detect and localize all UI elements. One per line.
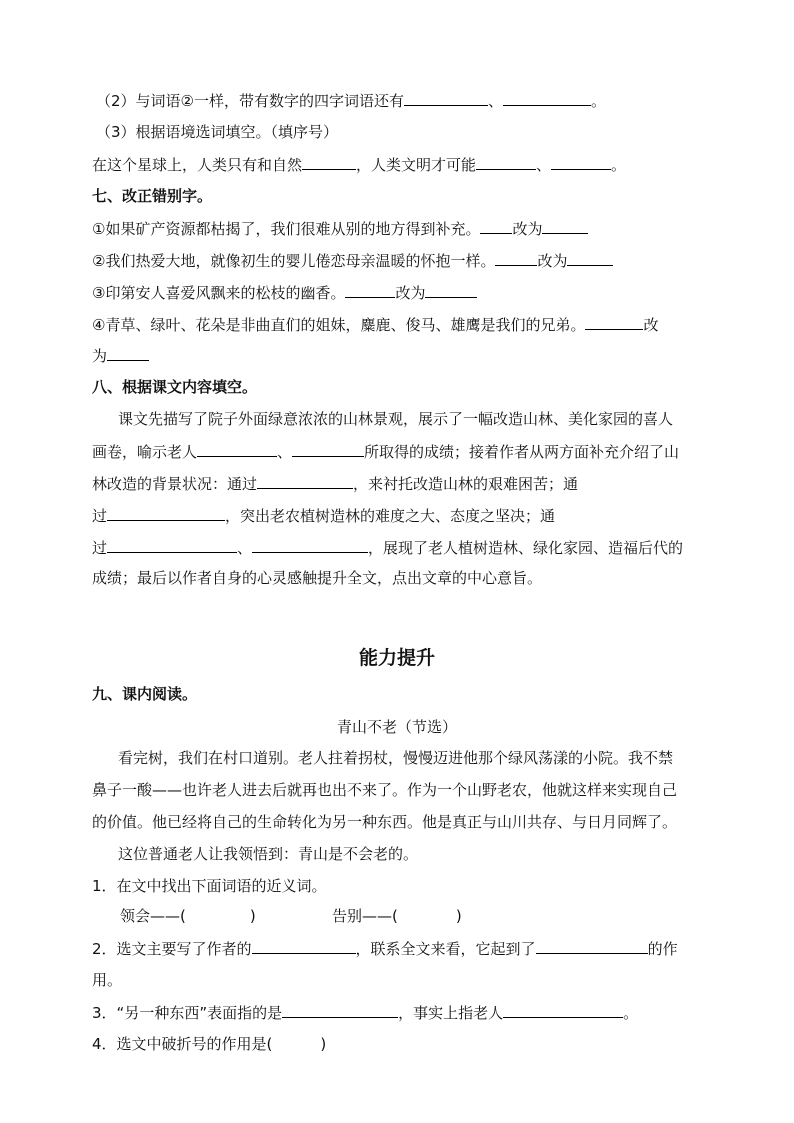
synonym-item-1: 领会——( ) xyxy=(120,907,256,925)
q9-sub-4: 4．选文中破折号的作用是( ) xyxy=(92,1035,327,1053)
q8-line-2: 画卷，喻示老人 、 所取得的成绩；接着作者从两方面补充介绍了山 xyxy=(92,443,680,461)
answer-blank[interactable] xyxy=(425,282,477,298)
q6-item2: （2）与词语②一样，带有数字的四字词语还有 、 。 xyxy=(96,92,607,110)
q9-heading: 九、课内阅读。 xyxy=(92,685,198,703)
answer-blank[interactable] xyxy=(542,218,588,234)
answer-blank[interactable] xyxy=(107,505,225,521)
q8-line-4: 过 ，突出老农植树造林的难度之大、态度之坚决；通 xyxy=(92,507,556,525)
q7-item-1: ①如果矿产资源都枯揭了，我们很难从别的地方得到补充。 改为 xyxy=(92,218,588,239)
q7-item-4: ④青草、绿叶、花朵是非曲直们的姐妹，麋鹿、俊马、雄鹰是我们的兄弟。 改 xyxy=(92,316,659,334)
q7-heading: 七、改正错别字。 xyxy=(92,187,213,205)
q6-item3: （3）根据语境选词填空。（填序号） xyxy=(96,123,339,141)
answer-blank[interactable] xyxy=(282,1002,398,1018)
q8-line-1: 课文先描写了院子外面绿意浓浓的山林景观，展示了一幅改造山林、美化家园的喜人 xyxy=(118,410,674,428)
passage-line-1: 看完树，我们在村口道别。老人拄着拐杖，慢慢迈进他那个绿风荡漾的小院。我不禁 xyxy=(118,749,674,767)
q9-sub-3: 3．“另一种东西”表面指的是 ，事实上指老人 。 xyxy=(92,1004,639,1022)
q7-item-2: ②我们热爱大地，就像初生的婴儿倦恋母亲温暖的怀抱一样。 改为 xyxy=(92,250,613,271)
passage-title: 青山不老（节选） xyxy=(336,718,457,736)
q8-line-6: 成绩；最后以作者自身的心灵感触提升全文，点出文章的中心意旨。 xyxy=(92,569,543,587)
q9-sub-2: 2．选文主要写了作者的 ，联系全文来看，它起到了 的作 xyxy=(92,940,678,958)
q7-item-3: ③印第安人喜爱风飘来的松枝的幽香。 改为 xyxy=(92,282,477,303)
q8-line-5: 过 、 ，展现了老人植树造林、绿化家园、造福后代的 xyxy=(92,539,684,557)
answer-blank[interactable] xyxy=(107,537,237,553)
answer-blank[interactable] xyxy=(292,441,364,457)
answer-blank[interactable] xyxy=(252,938,356,954)
answer-blank[interactable] xyxy=(567,250,613,266)
q8-line-3: 林改造的背景状况：通过 ，来衬托改造山林的艰难困苦；通 xyxy=(92,475,579,493)
synonym-item-2: 告别——( ) xyxy=(332,907,462,925)
answer-blank[interactable] xyxy=(503,90,591,106)
answer-blank[interactable] xyxy=(302,154,356,170)
answer-blank[interactable] xyxy=(476,154,536,170)
passage-line-4: 这位普通老人让我领悟到：青山是不会老的。 xyxy=(118,845,419,863)
answer-blank[interactable] xyxy=(107,345,149,361)
answer-blank[interactable] xyxy=(345,282,395,298)
answer-blank[interactable] xyxy=(252,537,368,553)
answer-blank[interactable] xyxy=(503,1002,623,1018)
answer-blank[interactable] xyxy=(257,473,353,489)
passage-line-3: 的价值。他已经将自己的生命转化为另一种东西。他是真正与山川共存、与日月同辉了。 xyxy=(92,813,678,831)
answer-blank[interactable] xyxy=(585,314,643,330)
q6-fill-sentence: 在这个星球上，人类只有和自然 ，人类文明才可能 、 。 xyxy=(92,156,627,174)
answer-blank[interactable] xyxy=(536,938,648,954)
q6-item2-prefix: （2）与词语②一样，带有数字的四字词语还有 xyxy=(96,92,404,110)
q9-sub-1: 1．在文中找出下面词语的近义词。 xyxy=(92,877,327,895)
section-title: 能力提升 xyxy=(358,647,435,669)
answer-blank[interactable] xyxy=(197,441,277,457)
answer-blank[interactable] xyxy=(551,154,611,170)
passage-line-2: 鼻子一酸——也许老人进去后就再也出不来了。作为一个山野老农，他就这样来实现自己 xyxy=(92,781,678,799)
answer-blank[interactable] xyxy=(495,250,537,266)
q7-item-4-wrap: 为 xyxy=(92,345,149,366)
answer-blank[interactable] xyxy=(404,90,488,106)
answer-blank[interactable] xyxy=(480,218,512,234)
q9-sub-2-wrap: 用。 xyxy=(92,971,123,989)
q8-heading: 八、根据课文内容填空。 xyxy=(92,378,258,396)
